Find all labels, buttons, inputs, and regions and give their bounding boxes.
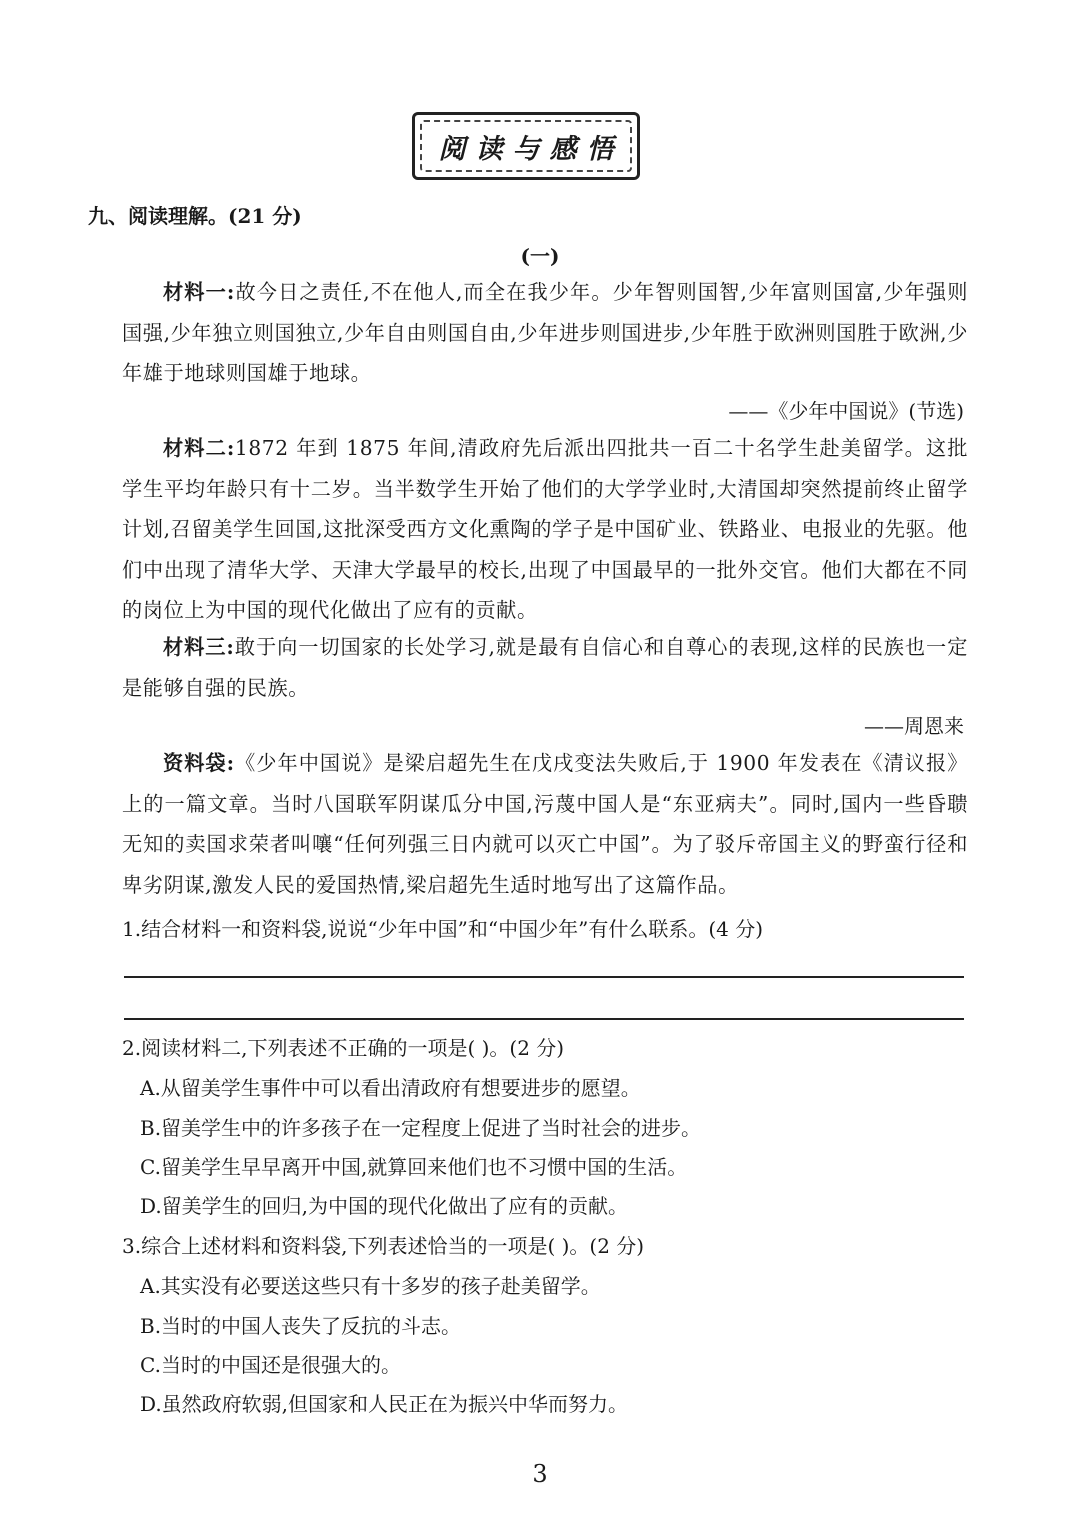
info-bag: [122, 743, 968, 905]
material-three: [122, 627, 968, 708]
info-bag-text: 《少年中国说》是梁启超先生在戊戌变法失败后,于 1900 年发表在《清议报》上的一篇文章。当时八国联军阴谋瓜分中国,污蔑中国人是“东亚病夫”。同时,国内一些昏聩无知的卖国求荣者叫嚷“任何列强三日内就可以灭亡中国”。为了驳斥帝国主义的野蛮行径和卑劣阴谋,激发人民的爱国热情,梁启超先生适时地写出了这篇作品。: [122, 751, 968, 897]
material-one-source: ——《少年中国说》(节选): [728, 399, 964, 423]
section-banner: [412, 112, 640, 180]
question-2: 2.阅读材料二,下列表述不正确的一项是( )。(2 分): [122, 1036, 565, 1060]
material-one-text: 故今日之责任,不在他人,而全在我少年。少年智则国智,少年富则国富,少年强则国强,少年独立则国独立,少年自由则国自由,少年进步则国进步,少年胜于欧洲则国胜于欧洲,少年雄于地球则国雄于地球。: [122, 280, 969, 385]
info-bag-lead: 资料袋:: [163, 751, 235, 775]
question-1: 1.结合材料一和资料袋,说说“少年中国”和“中国少年”有什么联系。(4 分): [122, 917, 764, 941]
material-one: [122, 272, 968, 394]
q3-option-a[interactable]: A.其实没有必要送这些只有十多岁的孩子赴美留学。: [140, 1274, 601, 1298]
material-two: [122, 428, 968, 631]
material-two-lead: 材料二:: [163, 436, 235, 460]
material-three-lead: 材料三:: [163, 635, 235, 659]
page-number: 3: [532, 1460, 548, 1488]
material-three-text: 敢于向一切国家的长处学习,就是最有自信心和自尊心的表现,这样的民族也一定是能够自强的民族。: [122, 635, 968, 700]
q3-option-d[interactable]: D.虽然政府软弱,但国家和人民正在为振兴中华而努力。: [140, 1392, 629, 1416]
answer-line-2[interactable]: [124, 1018, 964, 1020]
q2-option-d[interactable]: D.留美学生的回归,为中国的现代化做出了应有的贡献。: [140, 1194, 629, 1218]
material-three-source: ——周恩来: [864, 714, 964, 738]
material-two-text: 1872 年到 1875 年间,清政府先后派出四批共一百二十名学生赴美留学。这批学生平均年龄只有十二岁。当半数学生开始了他们的大学学业时,大清国却突然提前终止留学计划,召留美学生回国,这批深受西方文化熏陶的学子是中国矿业、铁路业、电报业的先驱。他们中出现了清华大学、天津大学最早的校长,出现了中国最早的一批外交官。他们大都在不同的岗位上为中国的现代化做出了应有的贡献。: [122, 436, 968, 622]
answer-line-1[interactable]: [124, 976, 964, 978]
section-banner-title: 阅读与感悟: [438, 133, 624, 165]
q2-option-b[interactable]: B.留美学生中的许多孩子在一定程度上促进了当时社会的进步。: [140, 1116, 702, 1140]
q3-option-c[interactable]: C.当时的中国还是很强大的。: [140, 1353, 401, 1377]
q2-option-a[interactable]: A.从留美学生事件中可以看出清政府有想要进步的愿望。: [140, 1076, 641, 1100]
question-heading: 九、阅读理解。(21 分): [88, 204, 302, 228]
material-one-lead: 材料一:: [163, 280, 235, 304]
question-3: 3.综合上述材料和资料袋,下列表述恰当的一项是( )。(2 分): [122, 1234, 645, 1258]
q3-option-b[interactable]: B.当时的中国人丧失了反抗的斗志。: [140, 1314, 462, 1338]
q2-option-c[interactable]: C.留美学生早早离开中国,就算回来他们也不习惯中国的生活。: [140, 1155, 688, 1179]
part-heading: (一): [520, 244, 560, 268]
